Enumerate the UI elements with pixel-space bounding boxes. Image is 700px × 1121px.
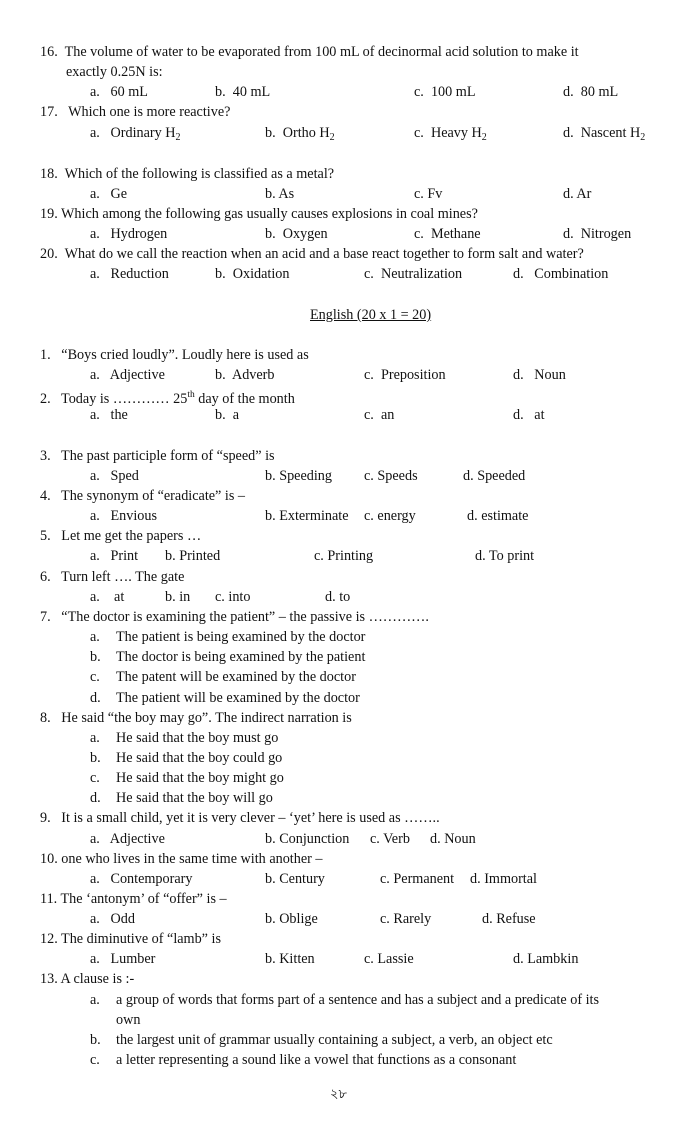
e3-option-d: d. Speeded: [463, 468, 526, 484]
question-16-cont: exactly 0.25N is:: [66, 64, 163, 80]
e5-option-a: a. Print: [90, 548, 139, 564]
e4-option-c: c. energy: [364, 508, 416, 524]
e12-option-c: c. Lassie: [364, 951, 414, 967]
e8-option-a: a. He said that the boy must go: [90, 730, 279, 746]
e11-option-d: d. Refuse: [482, 911, 536, 927]
q16-option-c: c. 100 mL: [414, 84, 476, 100]
e7-option-c: c. The patent will be examined by the doctor: [90, 669, 356, 685]
e1-option-d: d. Noun: [513, 367, 566, 383]
e7-option-b: b. The doctor is being examined by the patient: [90, 649, 366, 665]
e2-option-a: a. the: [90, 407, 128, 423]
question-18: 18. Which of the following is classified as a metal?: [40, 166, 335, 182]
e4-option-d: d. estimate: [467, 508, 529, 524]
english-question-8: 8. He said “the boy may go”. The indirect narration is: [40, 710, 352, 726]
q16-option-b: b. 40 mL: [215, 84, 271, 100]
e8-option-d: d. He said that the boy will go: [90, 790, 273, 806]
e9-option-c: c. Verb: [370, 831, 410, 847]
e6-option-a: a. at: [90, 589, 125, 605]
e1-option-b: b. Adverb: [215, 367, 275, 383]
e9-option-d: d. Noun: [430, 831, 476, 847]
q19-option-d: d. Nitrogen: [563, 226, 632, 242]
e6-option-d: d. to: [325, 589, 351, 605]
q19-option-c: c. Methane: [414, 226, 481, 242]
q20-option-b: b. Oxidation: [215, 266, 290, 282]
question-19: 19. Which among the following gas usually causes explosions in coal mines?: [40, 206, 478, 222]
page-number: ২৮: [330, 1087, 347, 1102]
e3-option-b: b. Speeding: [265, 468, 332, 484]
q19-option-a: a. Hydrogen: [90, 226, 168, 242]
english-question-12: 12. The diminutive of “lamb” is: [40, 931, 221, 947]
e1-option-a: a. Adjective: [90, 367, 165, 383]
english-question-4: 4. The synonym of “eradicate” is –: [40, 488, 246, 504]
e7-option-a: a. The patient is being examined by the doctor: [90, 629, 366, 645]
q19-option-b: b. Oxygen: [265, 226, 328, 242]
english-question-9: 9. It is a small child, yet it is very clever – ‘yet’ here is used as ……..: [40, 810, 440, 826]
e5-option-d: d. To print: [475, 548, 535, 564]
e2-option-c: c. an: [364, 407, 395, 423]
q20-option-d: d. Combination: [513, 266, 609, 282]
q18-option-c: c. Fv: [414, 186, 443, 202]
english-question-11: 11. The ‘antonym’ of “offer” is –: [40, 891, 227, 907]
e7-option-d: d. The patient will be examined by the doctor: [90, 690, 360, 706]
english-question-6: 6. Turn left …. The gate: [40, 569, 185, 585]
e1-option-c: c. Preposition: [364, 367, 446, 383]
q18-option-b: b. As: [265, 186, 295, 202]
e10-option-b: b. Century: [265, 871, 325, 887]
e10-option-c: c. Permanent: [380, 871, 455, 887]
e6-option-c: c. into: [215, 589, 251, 605]
e4-option-a: a. Envious: [90, 508, 158, 524]
e3-option-a: a. Sped: [90, 468, 139, 484]
e8-option-b: b. He said that the boy could go: [90, 750, 283, 766]
q17-option-d: d. Nascent $H_2$: [563, 125, 646, 143]
e2-option-b: b. a: [215, 407, 240, 423]
english-question-1: 1. “Boys cried loudly”. Loudly here is used as: [40, 347, 309, 363]
q18-option-a: a. Ge: [90, 186, 128, 202]
e13-option-b: b. the largest unit of grammar usually containing a subject, a verb, an object etc: [90, 1032, 553, 1048]
english-question-5: 5. Let me get the papers …: [40, 528, 202, 544]
english-question-7: 7. “The doctor is examining the patient” – the passive is ………….: [40, 609, 429, 625]
section-title-english: English (20 x 1 = 20): [310, 307, 432, 323]
english-question-2: 2. Today is ………… 25th day of the month: [40, 390, 295, 407]
e6-option-b: b. in: [165, 589, 191, 605]
e2-option-d: d. at: [513, 407, 545, 423]
question-16: 16. The volume of water to be evaporated from 100 mL of decinormal acid solution to make it: [40, 44, 579, 60]
e8-option-c: c. He said that the boy might go: [90, 770, 284, 786]
e5-option-c: c. Printing: [314, 548, 374, 564]
english-question-10: 10. one who lives in the same time with another –: [40, 851, 323, 867]
q17-option-c: c. Heavy $H_2$: [414, 125, 487, 143]
q18-option-d: d. Ar: [563, 186, 592, 202]
e12-option-a: a. Lumber: [90, 951, 156, 967]
q17-option-a: a. Ordinary $H_2$: [90, 125, 181, 143]
e12-option-d: d. Lambkin: [513, 951, 579, 967]
q20-option-c: c. Neutralization: [364, 266, 463, 282]
e10-option-a: a. Contemporary: [90, 871, 193, 887]
e11-option-b: b. Oblige: [265, 911, 318, 927]
e13-option-a-cont: own: [116, 1012, 141, 1028]
e13-option-a: a. a group of words that forms part of a sentence and has a subject and a predicate of its: [90, 992, 599, 1008]
e4-option-b: b. Exterminate: [265, 508, 349, 524]
q17-option-b: b. Ortho $H_2$: [265, 125, 335, 143]
e9-option-a: a. Adjective: [90, 831, 165, 847]
q16-option-a: a. 60 mL: [90, 84, 148, 100]
english-question-3: 3. The past participle form of “speed” is: [40, 448, 275, 464]
question-20: 20. What do we call the reaction when an acid and a base react together to form salt and water?: [40, 246, 584, 262]
e11-option-a: a. Odd: [90, 911, 135, 927]
q20-option-a: a. Reduction: [90, 266, 169, 282]
e13-option-c: c. a letter representing a sound like a vowel that functions as a consonant: [90, 1052, 517, 1068]
question-17: 17. Which one is more reactive?: [40, 104, 231, 120]
english-question-13: 13. A clause is :-: [40, 971, 135, 987]
e3-option-c: c. Speeds: [364, 468, 418, 484]
e10-option-d: d. Immortal: [470, 871, 537, 887]
e5-option-b: b. Printed: [165, 548, 221, 564]
e11-option-c: c. Rarely: [380, 911, 432, 927]
e12-option-b: b. Kitten: [265, 951, 315, 967]
q16-option-d: d. 80 mL: [563, 84, 619, 100]
e9-option-b: b. Conjunction: [265, 831, 350, 847]
